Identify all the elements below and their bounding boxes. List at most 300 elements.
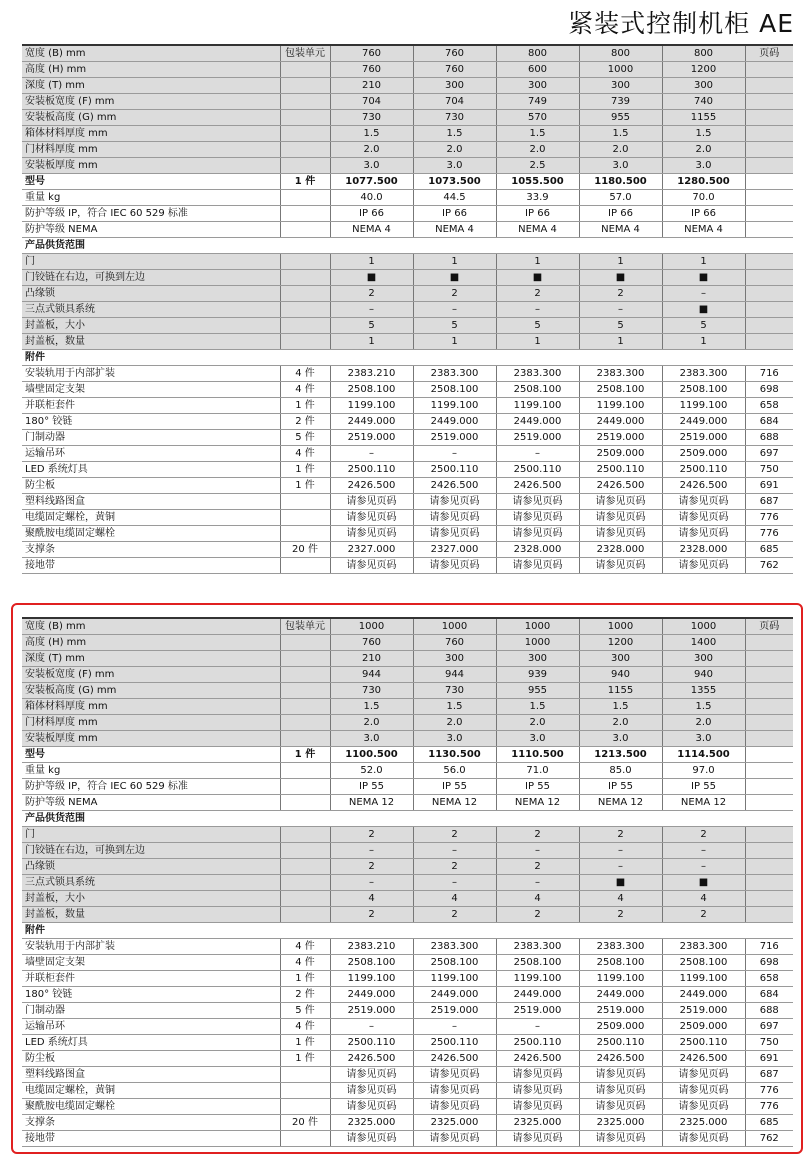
value-cell: 请参见页码 — [662, 526, 745, 542]
table-row — [22, 1131, 793, 1147]
value-cell — [413, 238, 496, 254]
package-unit: 4 件 — [280, 446, 330, 462]
value-cell — [579, 350, 662, 366]
package-unit: 4 件 — [280, 366, 330, 382]
value-cell: 3.0 — [662, 731, 745, 747]
value-cell: 2508.100 — [579, 955, 662, 971]
value-cell: 2519.000 — [413, 1003, 496, 1019]
table-row — [22, 715, 793, 731]
row-label: 门铰链在右边，可换到左边 — [22, 843, 280, 859]
value-cell: 760 — [413, 635, 496, 651]
package-unit — [280, 494, 330, 510]
table-row — [22, 971, 793, 987]
row-label: 封盖板，数量 — [22, 907, 280, 923]
row-label: 接地带 — [22, 558, 280, 574]
package-unit — [280, 811, 330, 827]
package-unit: 包装单元 — [280, 618, 330, 635]
package-unit — [280, 62, 330, 78]
package-unit: 1 件 — [280, 462, 330, 478]
row-label: 防护等级 IP，符合 IEC 60 529 标准 — [22, 206, 280, 222]
value-cell: 1.5 — [496, 126, 579, 142]
value-cell: 2449.000 — [413, 414, 496, 430]
page-ref: 688 — [745, 1003, 793, 1019]
page-ref: 688 — [745, 430, 793, 446]
spec-table-ip55 — [22, 617, 793, 1147]
value-cell: 1213.500 — [579, 747, 662, 763]
value-cell: NEMA 4 — [662, 222, 745, 238]
page-ref — [745, 635, 793, 651]
value-cell: 2509.000 — [579, 446, 662, 462]
value-cell: 1.5 — [496, 699, 579, 715]
value-cell: 2 — [662, 907, 745, 923]
value-cell: – — [496, 875, 579, 891]
table-row — [22, 1099, 793, 1115]
package-unit — [280, 238, 330, 254]
value-cell: 请参见页码 — [496, 494, 579, 510]
value-cell: 944 — [330, 667, 413, 683]
row-label: 附件 — [22, 923, 280, 939]
page-ref: 685 — [745, 542, 793, 558]
value-cell: 1055.500 — [496, 174, 579, 190]
value-cell: 2325.000 — [413, 1115, 496, 1131]
page-ref — [745, 158, 793, 174]
value-cell: 2 — [330, 859, 413, 875]
page-ref — [745, 174, 793, 190]
value-cell: 1.5 — [662, 699, 745, 715]
table-row — [22, 859, 793, 875]
row-label: 箱体材料厚度 mm — [22, 126, 280, 142]
value-cell: 请参见页码 — [662, 1067, 745, 1083]
value-cell: IP 66 — [662, 206, 745, 222]
package-unit — [280, 302, 330, 318]
table-row — [22, 430, 793, 446]
page-ref — [745, 334, 793, 350]
value-cell: 2 — [413, 859, 496, 875]
value-cell: 1000 — [496, 618, 579, 635]
row-label: 运输吊环 — [22, 1019, 280, 1035]
value-cell — [413, 350, 496, 366]
value-cell: 800 — [579, 45, 662, 62]
table-row — [22, 795, 793, 811]
value-cell: IP 66 — [496, 206, 579, 222]
value-cell: 2325.000 — [330, 1115, 413, 1131]
value-cell: 944 — [413, 667, 496, 683]
package-unit — [280, 94, 330, 110]
value-cell: 2.0 — [413, 715, 496, 731]
value-cell: 2 — [496, 286, 579, 302]
value-cell: 740 — [662, 94, 745, 110]
value-cell: 1 — [662, 254, 745, 270]
page-ref — [745, 110, 793, 126]
package-unit: 4 件 — [280, 955, 330, 971]
value-cell: 1077.500 — [330, 174, 413, 190]
value-cell: 3.0 — [662, 158, 745, 174]
page-ref: 762 — [745, 558, 793, 574]
row-label: 塑料线路图盒 — [22, 1067, 280, 1083]
value-cell: IP 66 — [413, 206, 496, 222]
page-ref — [745, 923, 793, 939]
value-cell: 1199.100 — [579, 398, 662, 414]
page-ref — [745, 222, 793, 238]
value-cell: 760 — [413, 45, 496, 62]
value-cell: 2508.100 — [579, 382, 662, 398]
package-unit — [280, 510, 330, 526]
value-cell: 939 — [496, 667, 579, 683]
row-label: 门材料厚度 mm — [22, 142, 280, 158]
page-ref — [745, 286, 793, 302]
row-label: 门材料厚度 mm — [22, 715, 280, 731]
value-cell: 2.0 — [662, 715, 745, 731]
table-row — [22, 206, 793, 222]
value-cell: 300 — [579, 651, 662, 667]
table-row — [22, 254, 793, 270]
value-cell: IP 55 — [413, 779, 496, 795]
value-cell: – — [579, 859, 662, 875]
page-ref — [745, 302, 793, 318]
table-row — [22, 923, 793, 939]
value-cell: 570 — [496, 110, 579, 126]
table-row — [22, 78, 793, 94]
table-row — [22, 1003, 793, 1019]
value-cell: 请参见页码 — [330, 1083, 413, 1099]
value-cell: 2426.500 — [496, 478, 579, 494]
row-label: 门制动器 — [22, 430, 280, 446]
value-cell: – — [413, 1019, 496, 1035]
package-unit — [280, 78, 330, 94]
value-cell: NEMA 12 — [330, 795, 413, 811]
value-cell: 2508.100 — [330, 382, 413, 398]
value-cell: 请参见页码 — [579, 526, 662, 542]
row-label: 产品供货范围 — [22, 811, 280, 827]
value-cell: 2426.500 — [579, 478, 662, 494]
value-cell: 760 — [413, 62, 496, 78]
package-unit: 1 件 — [280, 1051, 330, 1067]
value-cell: 2426.500 — [330, 478, 413, 494]
package-unit — [280, 158, 330, 174]
table-row — [22, 334, 793, 350]
value-cell: 1 — [330, 254, 413, 270]
value-cell: 请参见页码 — [662, 558, 745, 574]
value-cell: 1 — [496, 254, 579, 270]
table-row — [22, 350, 793, 366]
value-cell: IP 55 — [662, 779, 745, 795]
table-row — [22, 667, 793, 683]
row-label: 三点式锁具系统 — [22, 302, 280, 318]
value-cell: 2426.500 — [662, 478, 745, 494]
value-cell: 2383.300 — [496, 366, 579, 382]
value-cell: 请参见页码 — [330, 1099, 413, 1115]
value-cell: 1073.500 — [413, 174, 496, 190]
value-cell: 2449.000 — [579, 987, 662, 1003]
row-label: 附件 — [22, 350, 280, 366]
value-cell: 2 — [662, 827, 745, 843]
package-unit — [280, 270, 330, 286]
page-ref: 776 — [745, 510, 793, 526]
value-cell: 704 — [330, 94, 413, 110]
row-label: 产品供货范围 — [22, 238, 280, 254]
value-cell: – — [330, 302, 413, 318]
table-row — [22, 526, 793, 542]
package-unit — [280, 1067, 330, 1083]
package-unit: 1 件 — [280, 478, 330, 494]
package-unit: 1 件 — [280, 1035, 330, 1051]
value-cell: 请参见页码 — [579, 1083, 662, 1099]
value-cell: 3.0 — [496, 731, 579, 747]
value-cell: 2383.210 — [330, 939, 413, 955]
value-cell: 2328.000 — [579, 542, 662, 558]
value-cell: 1 — [496, 334, 579, 350]
value-cell: 1155 — [662, 110, 745, 126]
package-unit: 1 件 — [280, 398, 330, 414]
table-row — [22, 318, 793, 334]
value-cell: 2383.210 — [330, 366, 413, 382]
value-cell: 40.0 — [330, 190, 413, 206]
row-label: 门 — [22, 827, 280, 843]
value-cell: 请参见页码 — [579, 510, 662, 526]
value-cell: 5 — [496, 318, 579, 334]
page-ref: 776 — [745, 526, 793, 542]
value-cell: 请参见页码 — [496, 1099, 579, 1115]
value-cell: 2383.300 — [662, 366, 745, 382]
value-cell: 2383.300 — [496, 939, 579, 955]
value-cell: 2509.000 — [662, 446, 745, 462]
value-cell: 2449.000 — [330, 987, 413, 1003]
row-label: 防护等级 NEMA — [22, 222, 280, 238]
value-cell: 5 — [662, 318, 745, 334]
package-unit — [280, 891, 330, 907]
value-cell: 1.5 — [579, 126, 662, 142]
value-cell: 2509.000 — [579, 1019, 662, 1035]
value-cell: 4 — [496, 891, 579, 907]
value-cell: 2426.500 — [496, 1051, 579, 1067]
value-cell — [496, 350, 579, 366]
value-cell: 2 — [413, 286, 496, 302]
row-label: 高度 (H) mm — [22, 635, 280, 651]
value-cell: 210 — [330, 78, 413, 94]
value-cell: 1200 — [662, 62, 745, 78]
package-unit — [280, 923, 330, 939]
package-unit — [280, 350, 330, 366]
package-unit — [280, 667, 330, 683]
page-ref: 685 — [745, 1115, 793, 1131]
value-cell: 2383.300 — [662, 939, 745, 955]
value-cell: 2.5 — [496, 158, 579, 174]
package-unit — [280, 715, 330, 731]
row-label: 安装板厚度 mm — [22, 731, 280, 747]
table-row — [22, 542, 793, 558]
page-ref — [745, 843, 793, 859]
page-ref: 697 — [745, 446, 793, 462]
value-cell: 2 — [579, 286, 662, 302]
value-cell: 1100.500 — [330, 747, 413, 763]
value-cell: 2508.100 — [496, 382, 579, 398]
value-cell: – — [330, 446, 413, 462]
value-cell: 300 — [413, 651, 496, 667]
row-label: 封盖板，数量 — [22, 334, 280, 350]
page-ref — [745, 651, 793, 667]
value-cell: 2519.000 — [496, 430, 579, 446]
row-label: 安装板厚度 mm — [22, 158, 280, 174]
value-cell: 4 — [330, 891, 413, 907]
value-cell: 2383.300 — [579, 366, 662, 382]
page-ref: 658 — [745, 971, 793, 987]
value-cell: ■ — [579, 875, 662, 891]
package-unit — [280, 190, 330, 206]
page-ref: 658 — [745, 398, 793, 414]
value-cell: 请参见页码 — [413, 558, 496, 574]
row-label: 电缆固定螺栓，黄铜 — [22, 1083, 280, 1099]
value-cell: 2519.000 — [330, 430, 413, 446]
value-cell: 请参见页码 — [662, 510, 745, 526]
row-label: 凸缘锁 — [22, 286, 280, 302]
table-row — [22, 142, 793, 158]
value-cell: 2.0 — [496, 142, 579, 158]
page-ref: 750 — [745, 462, 793, 478]
value-cell: 940 — [579, 667, 662, 683]
value-cell: 2327.000 — [413, 542, 496, 558]
value-cell: 5 — [330, 318, 413, 334]
row-label: 门 — [22, 254, 280, 270]
value-cell: 704 — [413, 94, 496, 110]
value-cell: 4 — [662, 891, 745, 907]
table-row — [22, 779, 793, 795]
table-row — [22, 302, 793, 318]
table-row — [22, 1067, 793, 1083]
table-row — [22, 446, 793, 462]
value-cell: 1000 — [662, 618, 745, 635]
page-ref — [745, 190, 793, 206]
value-cell: 2.0 — [330, 142, 413, 158]
table-row — [22, 174, 793, 190]
value-cell: 1.5 — [330, 126, 413, 142]
value-cell: ■ — [662, 302, 745, 318]
table-row — [22, 699, 793, 715]
value-cell: 2500.110 — [330, 462, 413, 478]
value-cell: 2.0 — [413, 142, 496, 158]
table-row — [22, 1083, 793, 1099]
value-cell: 请参见页码 — [330, 510, 413, 526]
table-row — [22, 987, 793, 1003]
row-label: 门制动器 — [22, 1003, 280, 1019]
value-cell: 2383.300 — [413, 939, 496, 955]
table-row — [22, 558, 793, 574]
package-unit — [280, 795, 330, 811]
value-cell: 300 — [662, 651, 745, 667]
row-label: 安装板高度 (G) mm — [22, 683, 280, 699]
table-row — [22, 510, 793, 526]
package-unit — [280, 142, 330, 158]
value-cell: 请参见页码 — [579, 1099, 662, 1115]
package-unit — [280, 907, 330, 923]
page-ref: 716 — [745, 939, 793, 955]
package-unit: 2 件 — [280, 987, 330, 1003]
table-row — [22, 494, 793, 510]
value-cell: 300 — [496, 651, 579, 667]
page-ref: 684 — [745, 414, 793, 430]
value-cell: 1000 — [413, 618, 496, 635]
value-cell: 请参见页码 — [496, 1131, 579, 1147]
value-cell: 1 — [330, 334, 413, 350]
page-ref — [745, 94, 793, 110]
value-cell: 2508.100 — [413, 955, 496, 971]
page-ref — [745, 891, 793, 907]
value-cell: 44.5 — [413, 190, 496, 206]
value-cell: 2327.000 — [330, 542, 413, 558]
page-ref: 687 — [745, 494, 793, 510]
value-cell: 3.0 — [330, 731, 413, 747]
value-cell: 85.0 — [579, 763, 662, 779]
value-cell: 2426.500 — [662, 1051, 745, 1067]
value-cell: 1.5 — [413, 699, 496, 715]
package-unit — [280, 859, 330, 875]
page-ref — [745, 747, 793, 763]
page-ref: 691 — [745, 1051, 793, 1067]
page-ref — [745, 827, 793, 843]
value-cell: 5 — [579, 318, 662, 334]
table-row — [22, 763, 793, 779]
value-cell: 1000 — [496, 635, 579, 651]
value-cell: 57.0 — [579, 190, 662, 206]
package-unit: 包装单元 — [280, 45, 330, 62]
table-row — [22, 462, 793, 478]
value-cell: 请参见页码 — [496, 558, 579, 574]
package-unit — [280, 254, 330, 270]
value-cell: 2519.000 — [413, 430, 496, 446]
value-cell: 730 — [330, 683, 413, 699]
value-cell: – — [413, 446, 496, 462]
value-cell: 2508.100 — [496, 955, 579, 971]
value-cell: 2 — [330, 286, 413, 302]
value-cell: 2500.110 — [413, 462, 496, 478]
value-cell: NEMA 4 — [330, 222, 413, 238]
row-label: 聚酰胺电缆固定螺栓 — [22, 1099, 280, 1115]
value-cell: 739 — [579, 94, 662, 110]
page-ref — [745, 350, 793, 366]
table-row — [22, 747, 793, 763]
value-cell: 请参见页码 — [662, 1131, 745, 1147]
value-cell — [413, 811, 496, 827]
value-cell: ■ — [662, 270, 745, 286]
value-cell: 2383.300 — [413, 366, 496, 382]
table-row — [22, 618, 793, 635]
value-cell: 请参见页码 — [413, 1083, 496, 1099]
value-cell: 2328.000 — [662, 542, 745, 558]
value-cell: 300 — [496, 78, 579, 94]
row-label: 封盖板，大小 — [22, 318, 280, 334]
value-cell: 1199.100 — [496, 971, 579, 987]
value-cell: 1 — [413, 254, 496, 270]
value-cell — [496, 811, 579, 827]
row-label: 防尘板 — [22, 1051, 280, 1067]
value-cell: 2 — [330, 827, 413, 843]
value-cell: 2519.000 — [579, 430, 662, 446]
row-label: 安装板宽度 (F) mm — [22, 667, 280, 683]
value-cell — [579, 811, 662, 827]
page-ref: 776 — [745, 1083, 793, 1099]
row-label: 聚酰胺电缆固定螺栓 — [22, 526, 280, 542]
table-row — [22, 955, 793, 971]
row-label: 180° 铰链 — [22, 987, 280, 1003]
value-cell: 2519.000 — [496, 1003, 579, 1019]
value-cell: ■ — [413, 270, 496, 286]
page-ref — [745, 779, 793, 795]
page-ref: 页码 — [745, 45, 793, 62]
value-cell: 2 — [496, 859, 579, 875]
value-cell: – — [496, 302, 579, 318]
row-label: 接地带 — [22, 1131, 280, 1147]
value-cell: NEMA 12 — [662, 795, 745, 811]
package-unit: 4 件 — [280, 939, 330, 955]
